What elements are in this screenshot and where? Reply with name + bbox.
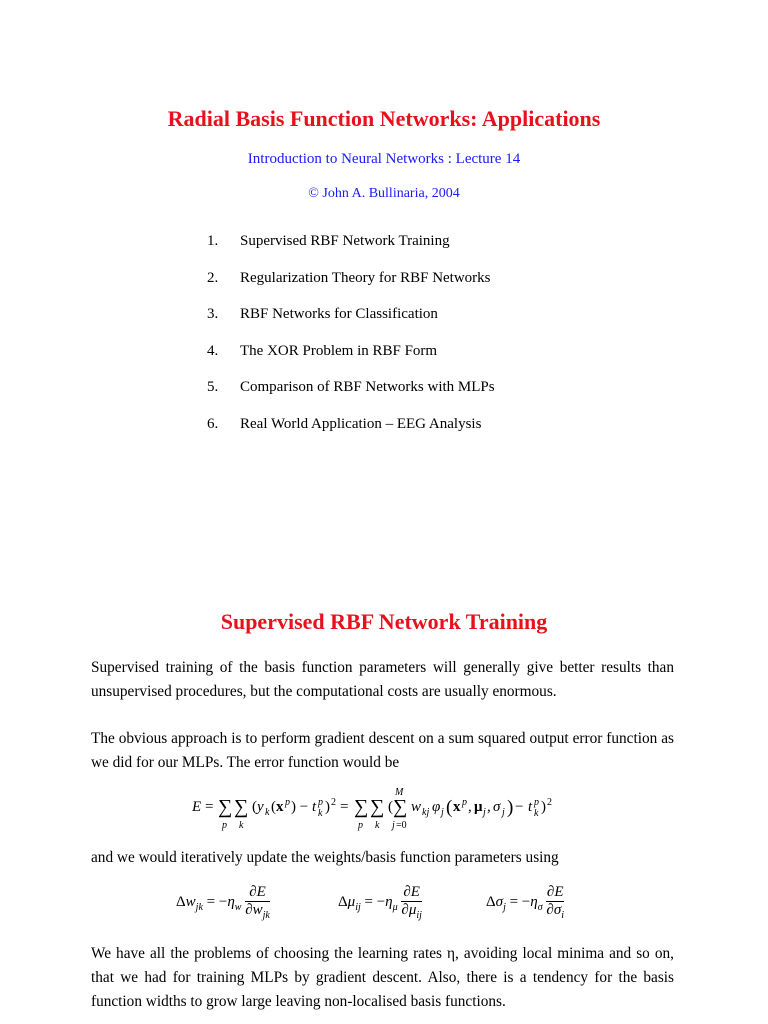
svg-text:2: 2 [331,797,336,808]
error-function-svg [192,784,592,834]
toc-item [207,343,495,380]
toc-item [207,306,495,343]
svg-text:k: k [265,807,270,818]
svg-text:φ: φ [432,799,441,815]
svg-text:): ) [325,799,330,815]
toc-number: 1. [207,233,219,249]
toc-item [207,270,495,307]
svg-text:μ: μ [474,799,483,815]
error-function-equation [192,784,592,839]
toc-number: 5. [207,379,219,396]
svg-text:p: p [534,797,539,808]
svg-text:k: k [375,820,380,831]
svg-text:x: x [453,799,461,815]
toc-label: Real World Application – EEG Analysis [240,415,482,432]
svg-text:=: = [340,799,349,815]
svg-text:(: ( [446,797,453,818]
toc-number: 2. [207,269,219,286]
toc-number: 4. [207,342,219,359]
toc-number: 3. [207,306,219,323]
svg-text:p: p [222,820,227,831]
svg-text:p: p [358,820,363,831]
svg-text:j: j [502,807,505,818]
svg-text:∑: ∑ [234,796,249,818]
svg-text:): ) [541,799,546,815]
svg-text:p: p [285,797,290,808]
svg-text:−: − [515,799,524,815]
svg-text:∑: ∑ [370,796,385,818]
table-of-contents [207,233,495,453]
toc-label: The XOR Problem in RBF Form [240,342,438,359]
paragraph-gradient-descent: The obvious approach is to perform gradient descent on a sum squared output error function as we did for our MLPs. The error function would be [91,730,674,771]
svg-text:σ: σ [493,799,501,815]
svg-text:y: y [257,799,264,815]
weight-update-equation: $\Delta w_{jk} = -\eta_w$ $\frac{\partial E}{\partial w_{jk}}$ [176,884,270,921]
svg-text:k: k [239,820,244,831]
width-update-equation: $\Delta\sigma_j = -\eta_\sigma$ $\frac{\partial E}{\partial\sigma_i}$ [486,884,565,921]
svg-text:j: j [441,807,444,818]
section-title: Supervised RBF Network Training [220,609,548,634]
svg-text:t: t [528,799,533,815]
svg-text:,: , [487,799,491,815]
copyright-line: © John A. Bullinaria, 2004 [308,186,460,201]
svg-text:∑: ∑ [218,796,233,818]
svg-text:j: j [483,807,486,818]
svg-text:(: ( [271,799,276,815]
toc-number: 6. [207,415,219,432]
svg-text:∑: ∑ [354,796,369,818]
svg-text:∑: ∑ [393,796,408,818]
svg-text:): ) [507,797,514,818]
svg-text:E: E [192,799,202,815]
toc-label: Comparison of RBF Networks with MLPs [240,379,495,396]
svg-text:(: ( [252,799,257,815]
paragraph-supervised-training: Supervised training of the basis function parameters will generally give better results than unsupervised procedures, but the computational costs are usually enormous. [91,659,674,700]
svg-text:M: M [395,787,404,798]
svg-text:,: , [468,799,472,815]
toc-label: Regularization Theory for RBF Networks [240,269,491,286]
toc-label: RBF Networks for Classification [240,306,438,323]
page-title: Radial Basis Function Networks: Applications [167,106,601,131]
svg-text:2: 2 [547,797,552,808]
svg-text:j: j [392,820,395,831]
center-update-equation: $\Delta\mu_{ij} = -\eta_\mu$ $\frac{\partial E}{\partial\mu_{ij}}$ [338,884,422,921]
paragraph-learning-problems: We have all the problems of choosing the learning rates η, avoiding local minima and so on, that we had for training MLPs by gradient descent. Also, there is a tendency for the basis function widths to grow large leaving non-localised basis functions. [91,945,674,1010]
svg-text:p: p [462,797,467,808]
toc-item [207,416,495,453]
svg-text:kj: kj [422,807,430,818]
svg-text:(: ( [388,799,393,815]
toc-item [207,233,495,270]
toc-item [207,379,495,416]
toc-label: Supervised RBF Network Training [240,233,450,249]
svg-text:p: p [318,797,323,808]
paragraph-update-rule: and we would iteratively update the weights/basis function parameters using [91,849,559,866]
svg-text:x: x [276,799,284,815]
svg-text:w: w [411,799,422,815]
svg-text:k: k [318,808,323,819]
lecture-subtitle: Introduction to Neural Networks : Lecture 14 [247,151,521,167]
svg-text:t: t [312,799,317,815]
svg-text:k: k [534,808,539,819]
svg-text:=0: =0 [396,820,407,831]
svg-text:) −: ) − [291,799,309,815]
svg-text:=: = [205,799,214,815]
